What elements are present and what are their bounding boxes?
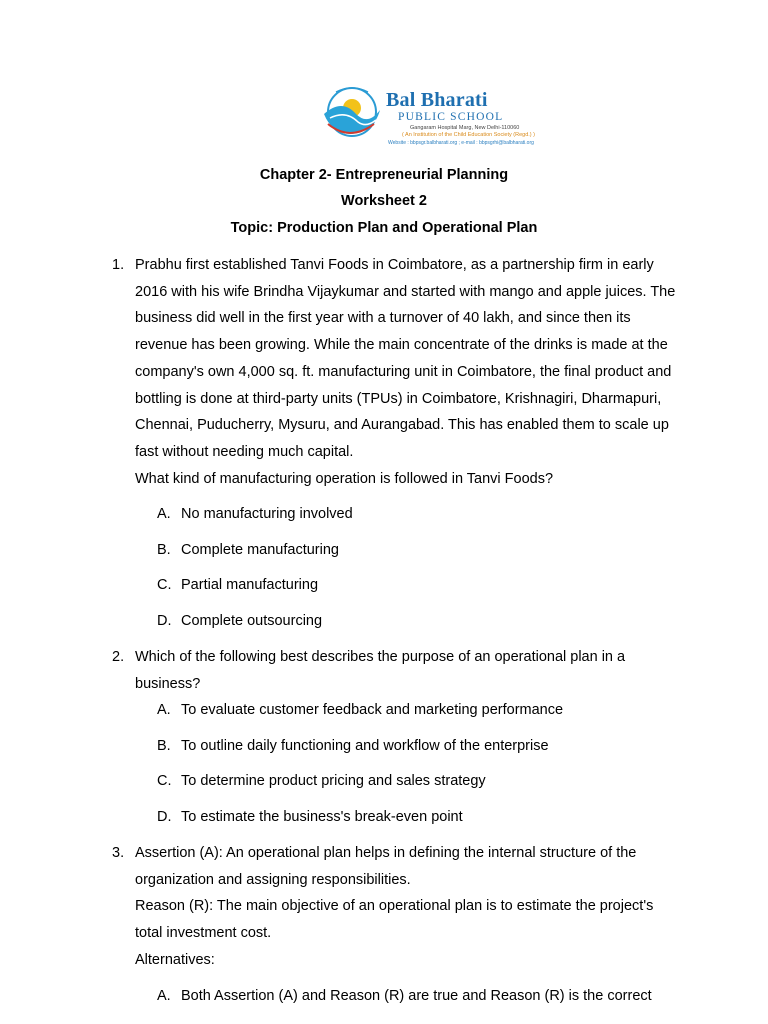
option-letter: A. — [157, 506, 171, 522]
option-text: To estimate the business's break-even point — [181, 809, 463, 825]
option-item — [157, 542, 339, 558]
option-letter: C. — [157, 577, 172, 593]
option-letter: D. — [157, 809, 172, 825]
option-letter: B. — [157, 738, 171, 754]
option-letter: B. — [157, 542, 171, 558]
option-item — [157, 613, 322, 629]
question-3 — [112, 840, 682, 974]
school-name: Bal Bharati — [386, 89, 488, 111]
question-2 — [112, 644, 682, 697]
school-logo — [316, 84, 535, 152]
chapter-title: Chapter 2- Entrepreneurial Planning — [259, 167, 509, 183]
option-text: To evaluate customer feedback and marketing performance — [181, 702, 564, 718]
question-prompt: What kind of manufacturing operation is followed in Tanvi Foods? — [135, 470, 554, 487]
option-text: To outline daily functioning and workflow of the enterprise — [181, 738, 549, 754]
option-text: No manufacturing involved — [181, 506, 353, 522]
question-number: 3. — [112, 845, 125, 861]
question-text: Prabhu first established Tanvi Foods in Coimbatore, as a partnership firm in early 2016 with his wife Brindha Vijaykumar and started with mango and apple juices. The business did well in the first year with a turnover of 40 lakh, and since then its revenue has been growing. While the main concentrate of the drinks is made at the company's own 4,000 sq. ft. manufacturing unit in Coimbatore, the final product and bottling is done at third-party units (TPUs) in Coimbatore, Krishnagiri, Dharmapuri, Chennai, Puducherry, Mysuru, and Aurangabad. This has enabled them to scale up fast without needing much capital. — [135, 257, 676, 460]
option-text: Both Assertion (A) and Reason (R) are true and Reason (R) is the correct — [181, 988, 652, 1004]
worksheet-title: Worksheet 2 — [341, 193, 427, 209]
option-item — [157, 738, 549, 754]
option-letter: A. — [157, 988, 171, 1004]
question-1 — [112, 252, 682, 492]
option-item — [157, 809, 463, 825]
question-number: 2. — [112, 649, 125, 665]
option-item — [157, 506, 353, 522]
assertion-text: Assertion (A): An operational plan helps in defining the internal structure of the organization and assigning responsibilities. — [135, 845, 637, 888]
school-subtitle: PUBLIC SCHOOL — [398, 111, 504, 123]
topic-title: Topic: Production Plan and Operational Plan — [230, 220, 538, 236]
option-item — [157, 988, 652, 1004]
option-text: To determine product pricing and sales strategy — [181, 773, 486, 789]
reason-text: Reason (R): The main objective of an operational plan is to estimate the project's total investment cost. — [135, 898, 654, 942]
option-text: Complete outsourcing — [181, 613, 323, 629]
school-website: Website : bbpsgr.balbharati.org ; e-mail : bbpsgrhi@balbharati.org — [388, 140, 534, 146]
alternatives-label: Alternatives: — [135, 951, 215, 968]
option-letter: C. — [157, 773, 172, 789]
option-letter: A. — [157, 702, 171, 718]
option-text: Complete manufacturing — [181, 542, 339, 558]
option-item — [157, 773, 486, 789]
logo-emblem-icon — [316, 84, 386, 144]
option-item — [157, 577, 318, 593]
question-text: Which of the following best describes the purpose of an operational plan in a business? — [135, 649, 626, 692]
school-address: Gangaram Hospital Marg, New Delhi-110060 — [410, 125, 520, 131]
option-text: Partial manufacturing — [181, 577, 319, 593]
option-letter: D. — [157, 613, 172, 629]
option-item — [157, 702, 563, 718]
school-institution: ( An Institution of the Child Education Society (Regd.) ) — [402, 132, 535, 138]
question-number: 1. — [112, 257, 125, 273]
